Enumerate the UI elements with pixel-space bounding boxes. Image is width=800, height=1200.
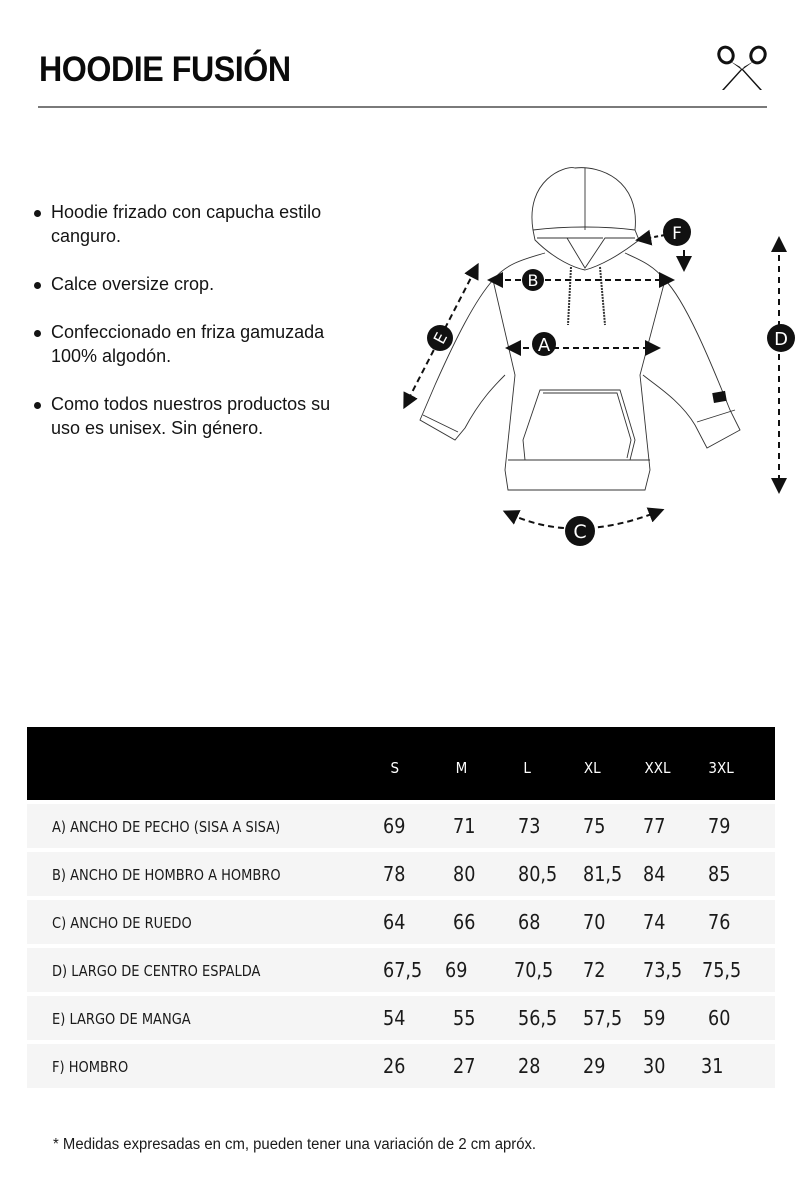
- measurement-label: D) LARGO DE CENTRO ESPALDA: [52, 962, 261, 980]
- measurement-value: 74: [643, 910, 666, 934]
- size-column-header: XXL: [644, 759, 671, 777]
- svg-text:A: A: [537, 335, 551, 356]
- label-c-badge: [565, 516, 595, 546]
- measurement-value: 64: [383, 910, 406, 934]
- measurement-value: 67,5: [383, 958, 423, 982]
- label-f-badge: [663, 218, 691, 246]
- feature-item: Hoodie frizado con capucha estilo canguro.: [30, 200, 350, 248]
- measurement-value: 54: [383, 1006, 406, 1030]
- measurement-value: 71: [453, 814, 476, 838]
- size-column-header: M: [455, 759, 468, 777]
- measurement-label: F) HOMBRO: [52, 1058, 129, 1076]
- measurement-value: 30: [643, 1054, 666, 1078]
- svg-text:C: C: [573, 521, 587, 543]
- measurement-value: 81,5: [583, 862, 623, 886]
- measurement-value: 26: [383, 1054, 406, 1078]
- table-row: [27, 804, 775, 848]
- header-divider: [38, 106, 767, 108]
- measurement-value: 68: [518, 910, 541, 934]
- feature-item: Calce oversize crop.: [30, 272, 350, 296]
- footnote: * Medidas expresadas en cm, pueden tener una variación de 2 cm apróx.: [53, 1136, 537, 1153]
- svg-text:B: B: [527, 271, 539, 290]
- measurement-value: 73: [518, 814, 541, 838]
- size-column-header: XL: [583, 759, 601, 777]
- label-d-badge: [767, 324, 795, 352]
- measurement-value: 29: [583, 1054, 606, 1078]
- feature-list: [30, 200, 350, 464]
- svg-text:E: E: [429, 329, 452, 348]
- measurement-label: A) ANCHO DE PECHO (SISA A SISA): [52, 818, 281, 836]
- measurement-value: 75,5: [702, 958, 742, 982]
- measurement-label: B) ANCHO DE HOMBRO A HOMBRO: [52, 866, 281, 884]
- size-column-header: 3XL: [708, 759, 734, 777]
- size-table: [27, 727, 775, 1088]
- measurement-value: 73,5: [643, 958, 683, 982]
- table-row: [27, 900, 775, 944]
- measurement-value: 70,5: [514, 958, 554, 982]
- bullet-icon: [34, 282, 41, 289]
- measurement-value: 70: [583, 910, 606, 934]
- sleeve-tag: [712, 391, 727, 403]
- measurement-value: 60: [708, 1006, 731, 1030]
- measurement-value: 31: [701, 1054, 724, 1078]
- page-title: HOODIE FUSIÓN: [39, 50, 291, 89]
- measurement-value: 72: [583, 958, 606, 982]
- measurement-value: 59: [643, 1006, 666, 1030]
- measurement-label: C) ANCHO DE RUEDO: [52, 914, 192, 932]
- scissors-icon: [716, 42, 768, 92]
- measurement-value: 57,5: [583, 1006, 623, 1030]
- table-row: [27, 852, 775, 896]
- measurement-value: 78: [383, 862, 406, 886]
- measurement-label: E) LARGO DE MANGA: [52, 1010, 191, 1028]
- label-a-badge: [532, 332, 556, 356]
- hoodie-drawing: [420, 168, 740, 490]
- measurement-value: 77: [643, 814, 666, 838]
- label-b-badge: [522, 269, 544, 291]
- measurement-value: 84: [643, 862, 666, 886]
- svg-text:F: F: [672, 224, 682, 244]
- measurement-value: 66: [453, 910, 476, 934]
- measurement-value: 55: [453, 1006, 476, 1030]
- table-row: [27, 948, 775, 992]
- table-row: [27, 1044, 775, 1088]
- measurement-value: 75: [583, 814, 606, 838]
- hoodie-measurement-diagram: [395, 160, 800, 560]
- size-column-header: L: [523, 759, 531, 777]
- measurement-value: 56,5: [518, 1006, 558, 1030]
- measurement-value: 69: [383, 814, 406, 838]
- table-row: [27, 996, 775, 1040]
- label-e-badge: [427, 325, 453, 351]
- feature-item: Confeccionado en friza gamuzada 100% algodón.: [30, 320, 350, 368]
- svg-text:D: D: [774, 329, 788, 350]
- measurement-value: 27: [453, 1054, 476, 1078]
- measurement-value: 85: [708, 862, 731, 886]
- size-table-header: [27, 727, 775, 800]
- measurement-value: 80,5: [518, 862, 558, 886]
- bullet-icon: [34, 330, 41, 337]
- measurement-value: 28: [518, 1054, 541, 1078]
- measurement-value: 69: [445, 958, 468, 982]
- size-column-header: S: [390, 759, 400, 777]
- bullet-icon: [34, 402, 41, 409]
- bullet-icon: [34, 210, 41, 217]
- measurement-value: 79: [708, 814, 731, 838]
- feature-item: Como todos nuestros productos su uso es unisex. Sin género.: [30, 392, 350, 440]
- measure-f-line: [643, 235, 665, 239]
- measurement-value: 76: [708, 910, 731, 934]
- measurement-value: 80: [453, 862, 476, 886]
